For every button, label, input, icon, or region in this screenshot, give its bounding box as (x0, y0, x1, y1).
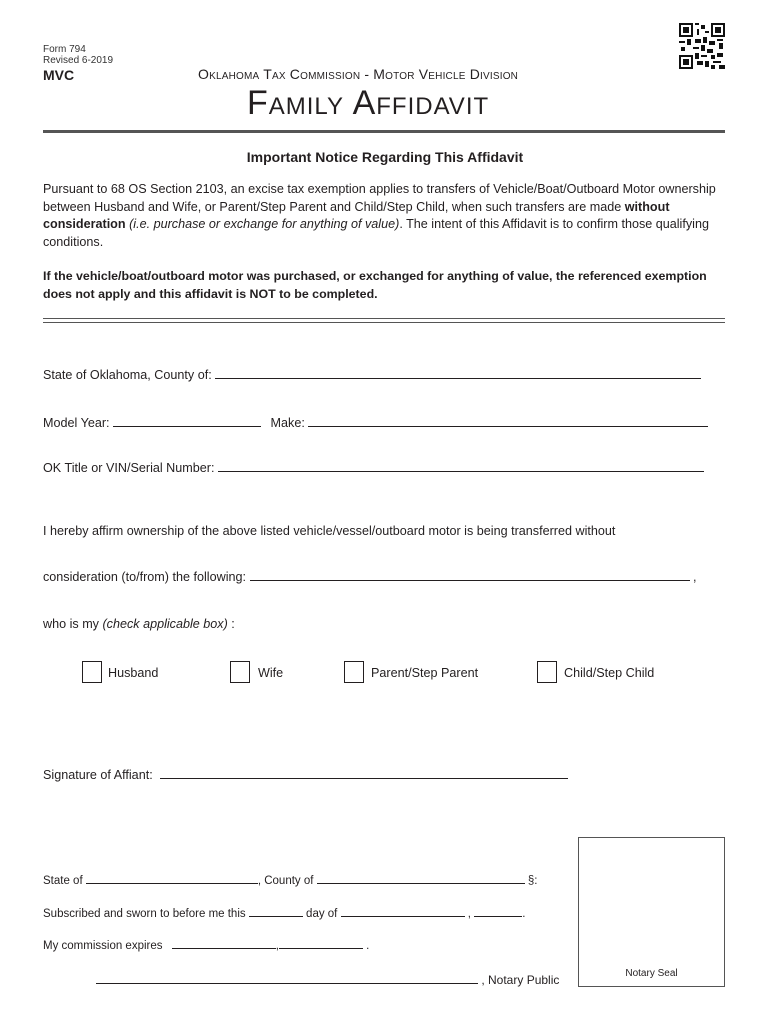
qr-code-icon (679, 23, 725, 69)
section-divider-bottom (43, 322, 725, 323)
header-divider (43, 130, 725, 133)
parent-label: Parent/Step Parent (371, 666, 479, 680)
wife-label: Wife (258, 666, 284, 680)
commission-comma: , (275, 940, 279, 952)
page-title: Family Affidavit (247, 84, 490, 122)
make-input[interactable] (308, 415, 708, 427)
who-label: who is my (43, 617, 99, 631)
notary-state-input[interactable] (86, 872, 258, 884)
who-instruction: (check applicable box) (102, 617, 228, 631)
affirm-text: I hereby affirm ownership of the above listed vehicle/vessel/outboard motor is being transferred without (43, 524, 616, 538)
notice-paragraph (43, 181, 733, 251)
consideration-label: consideration (to/from) the following: (43, 570, 246, 584)
commission-label: My commission expires (43, 940, 163, 952)
husband-checkbox[interactable] (82, 661, 102, 683)
notice-warning: If the vehicle/boat/outboard motor was purchased, or exchanged for anything of value, the referenced exemption does not apply and this affidavit is NOT to be completed. (43, 269, 707, 301)
child-checkbox[interactable] (537, 661, 557, 683)
division-code: MVC (43, 67, 75, 83)
signature-input[interactable] (160, 767, 568, 779)
notary-signature-input[interactable] (96, 972, 478, 984)
who-colon: : (231, 617, 235, 631)
county-label: State of Oklahoma, County of: (43, 368, 212, 382)
make-label: Make: (270, 416, 305, 430)
sworn-year-input[interactable] (474, 905, 522, 917)
vin-label: OK Title or VIN/Serial Number: (43, 461, 215, 475)
consideration-row (43, 569, 697, 584)
notary-county-label: , County of (257, 875, 314, 887)
notary-seal-label: Notary Seal (625, 968, 678, 979)
child-label: Child/Step Child (564, 666, 655, 680)
vehicle-field-row (43, 415, 708, 430)
revised-date: Revised 6-2019 (43, 55, 114, 66)
section-mark: §: (527, 875, 538, 887)
wife-checkbox[interactable] (230, 661, 250, 683)
notary-sworn-row (43, 905, 525, 920)
consideration-input[interactable] (250, 569, 690, 581)
notice-bold-text: without consideration (43, 199, 670, 231)
county-field-row (43, 367, 701, 382)
county-input[interactable] (215, 367, 701, 379)
husband-label: Husband (108, 666, 159, 680)
section-divider-top (43, 318, 725, 319)
day-of-label: day of (306, 908, 338, 920)
sworn-comma: , (467, 908, 471, 920)
notice-italic-text: (i.e. purchase or exchange for anything of value) (129, 217, 400, 231)
notary-public-label: , Notary Public (481, 973, 560, 987)
consideration-comma: , (693, 570, 697, 584)
notice-heading: Important Notice Regarding This Affidavit (246, 149, 524, 165)
commission-date-input[interactable] (172, 937, 276, 949)
sworn-label: Subscribed and sworn to before me this (43, 908, 246, 920)
notary-state-row (43, 872, 537, 887)
commission-year-input[interactable] (279, 937, 363, 949)
signature-row (43, 767, 568, 782)
sworn-period: . (522, 908, 526, 920)
notice-text-b: . The intent of this Affidavit is to confirm those qualifying conditions. (43, 217, 709, 249)
notary-state-label: State of (43, 875, 83, 887)
notice-text-a: Pursuant to 68 OS Section 2103, an excise tax exemption applies to transfers of Vehicle/Boat/Outboard Motor ownership between Husband and Wife, or Parent/Step Parent and Child/Step Child, when such transfers are made (43, 182, 716, 214)
vin-input[interactable] (218, 460, 704, 472)
agency-name: Oklahoma Tax Commission - Motor Vehicle Division (198, 66, 519, 82)
who-row (43, 617, 235, 631)
vin-field-row (43, 460, 704, 475)
notary-public-row (96, 972, 559, 987)
notary-county-input[interactable] (317, 872, 525, 884)
sworn-month-input[interactable] (341, 905, 465, 917)
sworn-day-input[interactable] (249, 905, 303, 917)
model-year-label: Model Year: (43, 416, 110, 430)
commission-row (43, 937, 369, 952)
model-year-input[interactable] (113, 415, 261, 427)
signature-label: Signature of Affiant: (43, 768, 153, 782)
form-id (43, 44, 113, 66)
parent-checkbox[interactable] (344, 661, 364, 683)
form-number: Form 794 (43, 44, 86, 55)
commission-period: . (366, 940, 370, 952)
notary-seal-box (578, 837, 725, 987)
